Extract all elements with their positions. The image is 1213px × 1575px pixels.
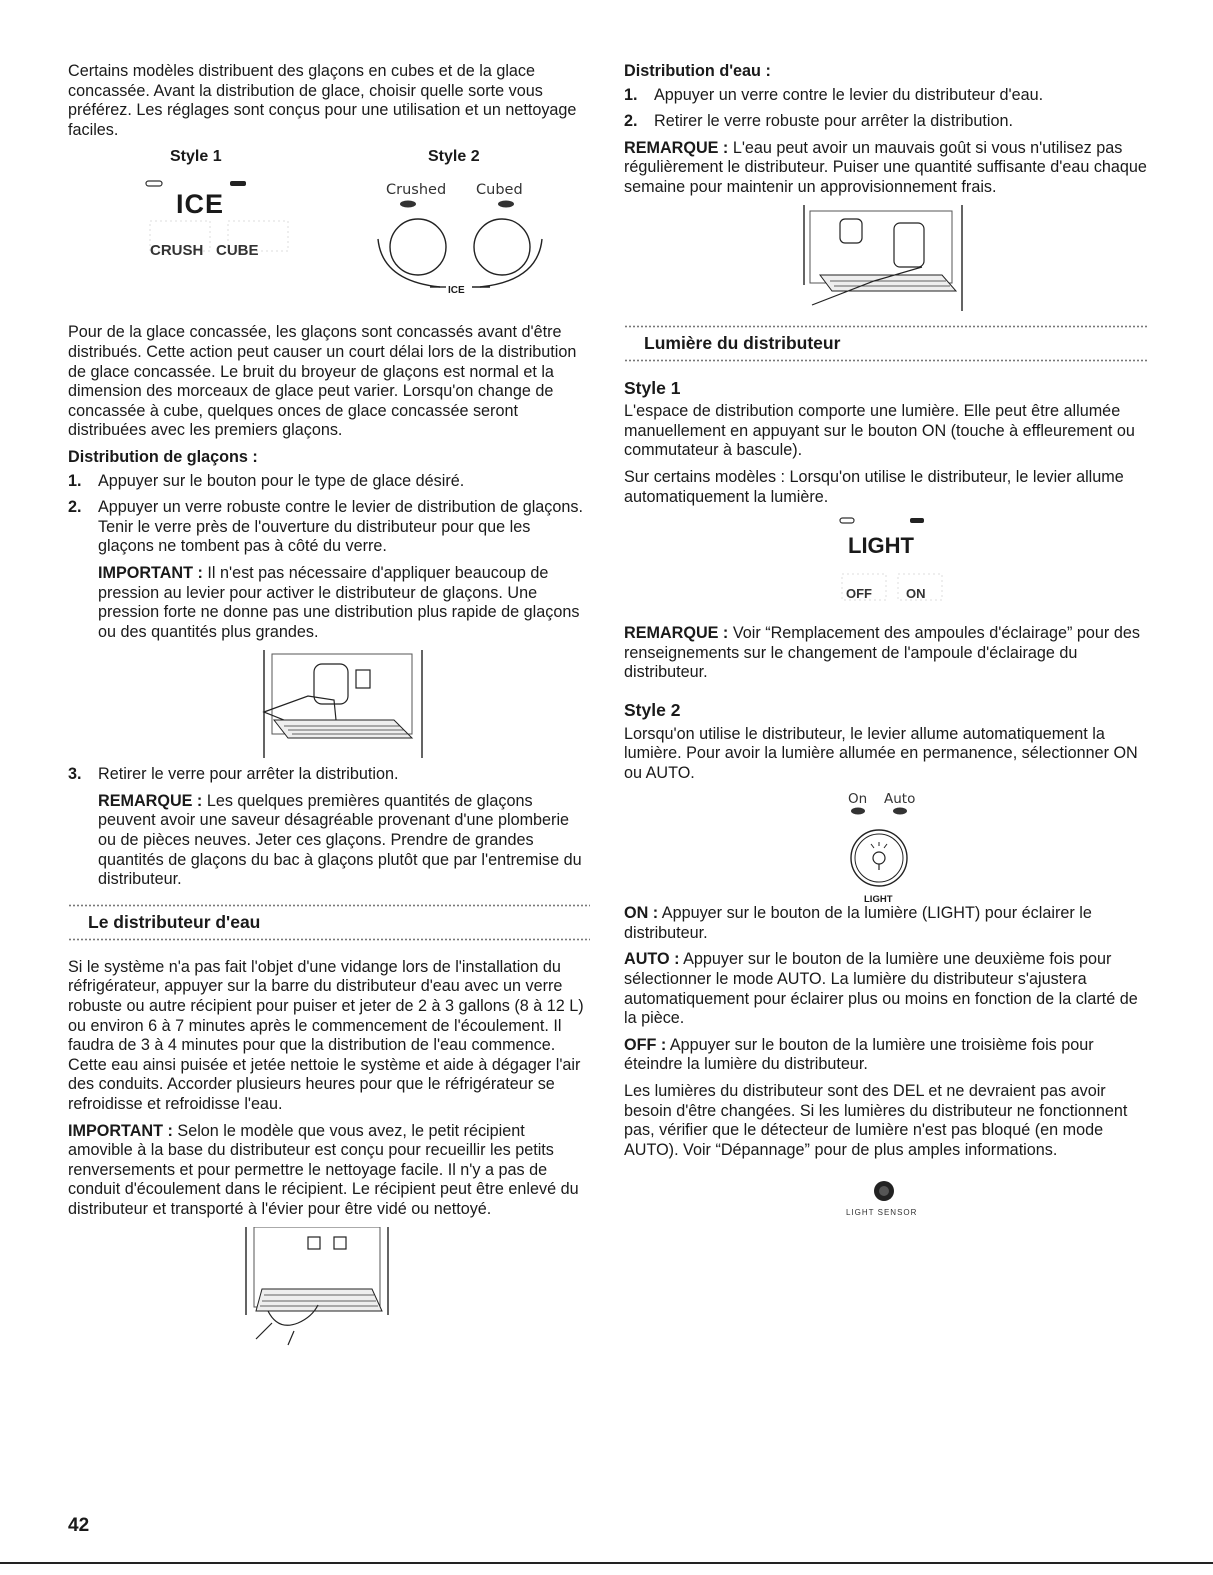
ice-dial-illustration — [368, 199, 568, 309]
list-item: 1. Appuyer un verre contre le levier du distributeur d'eau. — [624, 85, 1044, 104]
list-item: 1. Appuyer sur le bouton pour le type de glace désiré. — [68, 471, 465, 490]
important-note: IMPORTANT : Il n'est pas nécessaire d'appliquer beaucoup de pression au levier pour activer le distributeur de glaçons. Une pression forte ne donne pas une distribution plus rapide de glaçons ou des quantités plus grandes. — [98, 563, 580, 641]
remark-note: REMARQUE : Les quelques premières quantités de glaçons peuvent avoir une saveur désagréable provenant d'une plomberie ou de pièces neuves. Jeter ces glaçons. Prendre de grandes quantités de glaçons du bac à glaçons plutôt que par l'entremise du distributeur. — [98, 791, 582, 889]
ice-dispenser-illustration — [244, 650, 444, 758]
section-title: Le distributeur d'eau — [88, 911, 261, 932]
cube-button-label: CUBE — [216, 242, 259, 260]
on-button-label: ON — [906, 586, 926, 602]
light-panel-title: LIGHT — [848, 533, 914, 559]
important-paragraph: IMPORTANT : Selon le modèle que vous avez, le petit récipient amovible à la base du distributeur est conçu pour recueillir les petits renversements et pour permettre le nettoyage facile. Il n'y a pas de conduit d'écoulement dans le récipient. Le récipient peut être enlevé du distributeur et transporté à l'évier pour être vidé ou nettoyé. — [68, 1121, 579, 1218]
auto-paragraph: AUTO : Appuyer sur le bouton de la lumière une deuxième fois pour sélectionner le mode AUTO. La lumière du distributeur s'ajustera automatiquement pour éclairer plus ou moins en fonction de la clarté de la pièce. — [624, 950, 1138, 1028]
remark-paragraph: REMARQUE : Voir “Remplacement des ampoules d'éclairage” pour des renseignements sur le changement de l'ampoule d'éclairage du distributeur. — [624, 624, 1140, 682]
style2-label: Style 2 — [428, 148, 480, 166]
cubed-label: Cubed — [476, 182, 523, 199]
style1-paragraph: L'espace de distribution comporte une lumière. Elle peut être allumée manuellement en appuyant sur le bouton ON (touche à effleurement ou commutateur à bascule). — [624, 402, 1135, 460]
left-column — [68, 62, 590, 1351]
auto-dial-label: Auto — [884, 791, 916, 808]
led-paragraph: Les lumières du distributeur sont des DEL et ne devraient pas avoir besoin d'être changées. Si les lumières du distributeur ne fonctionnent pas, vérifier que le détecteur de lumière n'est pas bloqué (en mode AUTO). Voir “Dépannage” pour de plus amples informations. — [624, 1082, 1128, 1159]
off-button-label: OFF — [846, 586, 872, 602]
style1-heading: Style 1 — [624, 377, 681, 398]
section-title: Lumière du distributeur — [644, 332, 841, 353]
crushed-label: Crushed — [386, 182, 447, 199]
light-dial-label: LIGHT — [864, 894, 893, 906]
drip-tray-illustration — [238, 1227, 398, 1351]
ice-panel-title: ICE — [176, 189, 225, 220]
remark-paragraph: REMARQUE : L'eau peut avoir un mauvais goût si vous n'utilisez pas régulièrement le distributeur. Puiser une quantité suffisante d'eau chaque semaine pour maintenir un approvisionnement frais. — [624, 138, 1147, 196]
dispenser-light-section-header — [624, 325, 1149, 365]
light-sensor-label: LIGHT SENSOR — [846, 1208, 918, 1218]
crushed-ice-paragraph: Pour de la glace concassée, les glaçons sont concassés avant d'être distribués. Cette action peut causer un court délai lors de la distribution de glace concassée. Le bruit du broyeur de glaçons est normal et la dimension des morceaux de glace peut varier. Lorsqu'on change de concassée à cube, quelques onces de glace concassée seront distribuées avec les premiers glaçons. — [68, 323, 577, 440]
divider — [0, 1562, 1213, 1564]
light-sensor-figure — [624, 1167, 1149, 1227]
intro-paragraph: Certains modèles distribuent des glaçons en cubes et de la glace concassée. Avant la distribution de glace, choisir quelle sorte vous préférez. Les réglages sont conçus pour une utilisation et un nettoyage faciles. — [68, 62, 577, 139]
divider — [68, 938, 590, 941]
water-paragraph: Si le système n'a pas fait l'objet d'une vidange lors de l'installation du réfrigérateur, appuyer sur la barre du distributeur d'eau avec un verre robuste ou autre récipient pour puiser et jeter de 2 à 3 gallons (8 à 12 L) ou environ 6 à 7 minutes après le commencement de l'écoulement. Il faudra de 3 à 4 minutes pour que la distribution de l'eau commence. Cette eau ainsi puisée et jetée nettoie le système et aide à dégager l'air des conduits. Accorder plusieurs heures pour que le réfrigérateur se refroidisse et refroidisse l'eau. — [68, 957, 584, 1113]
crush-button-label: CRUSH — [150, 242, 204, 260]
ice-dial-label: ICE — [448, 285, 465, 297]
water-steps-list — [624, 86, 1149, 132]
ice-steps-list — [68, 472, 590, 890]
ice-dispensing-heading: Distribution de glaçons : — [68, 447, 258, 466]
list-item: 2. Retirer le verre robuste pour arrêter la distribution. — [624, 112, 1013, 131]
style2-paragraph: Lorsqu'on utilise le distributeur, le levier allume automatiquement la lumière. Pour avoir la lumière allumée en permanence, sélectionner ON ou AUTO. — [624, 724, 1138, 782]
light-panel-figure — [624, 514, 1149, 624]
style1-models-paragraph: Sur certains modèles : Lorsqu'on utilise le distributeur, le levier allume automatiquement la lumière. — [624, 467, 1124, 506]
ice-style-figure — [68, 147, 590, 319]
water-dispensing-heading: Distribution d'eau : — [624, 62, 771, 80]
on-dial-label: On — [848, 791, 868, 808]
light-dial-illustration — [836, 806, 936, 902]
on-paragraph: ON : Appuyer sur le bouton de la lumière (LIGHT) pour éclairer le distributeur. — [624, 904, 1092, 942]
divider — [624, 359, 1149, 362]
style2-heading: Style 2 — [624, 699, 681, 720]
list-item: 3. Retirer le verre pour arrêter la distribution. REMARQUE : Les quelques premières quantités de glaçons peuvent avoir une saveur désagréable provenant d'une plomberie ou de pièces neuves. Jeter ces glaçons. Prendre de grandes quantités de glaçons du bac à glaçons plutôt que par l'entremise du distributeur. — [68, 765, 590, 890]
light-dial-figure — [624, 790, 1149, 904]
water-dispenser-section-header — [68, 904, 590, 944]
water-dispenser-illustration — [784, 205, 984, 317]
off-paragraph: OFF : Appuyer sur le bouton de la lumière une troisième fois pour éteindre la lumière du distributeur. — [624, 1035, 1094, 1074]
list-item: 2. Appuyer un verre robuste contre le levier de distribution de glaçons. Tenir le verre près de l'ouverture du distributeur pour que les glaçons ne tombent pas à côté du verre. IMPORTANT : Il n'est pas nécessaire d'appliquer beaucoup de pression au levier pour activer le distributeur de glaçons. Une pression forte ne donne pas une distribution plus rapide de glaçons ou des quantités plus grandes. — [68, 498, 590, 758]
page-number: 42 — [68, 1515, 90, 1536]
right-column — [624, 62, 1149, 1227]
style1-label: Style 1 — [170, 148, 222, 166]
